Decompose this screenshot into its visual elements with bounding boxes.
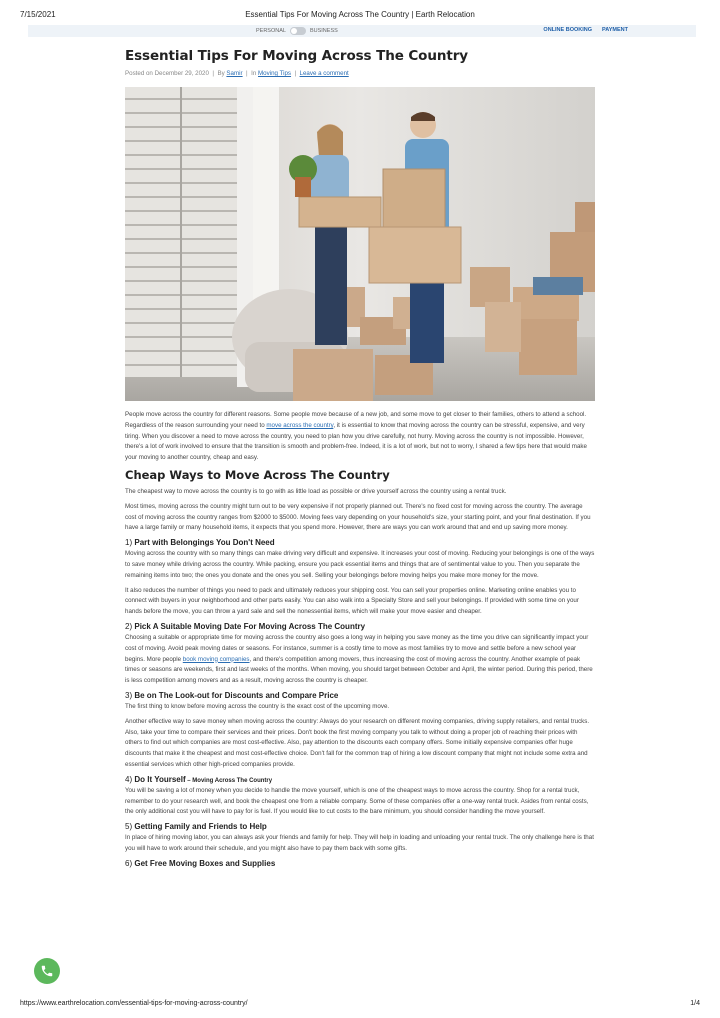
toggle-label-personal: PERSONAL: [256, 28, 286, 34]
tip-1-heading: 1) Part with Belongings You Don't Need: [125, 538, 275, 548]
book-moving-companies-link[interactable]: book moving companies: [182, 655, 250, 663]
section-heading: Cheap Ways to Move Across The Country: [125, 467, 390, 482]
meta-separator: |: [212, 70, 214, 77]
tip-5-heading: 5) Getting Family and Friends to Help: [125, 822, 267, 832]
section-paragraph-1: The cheapest way to move across the country is to go with as little load as possible or drive yourself across the country using a rental truck.: [125, 487, 507, 495]
nav-payment[interactable]: PAYMENT: [602, 27, 628, 33]
tip-4-paragraph: You will be saving a lot of money when you decide to handle the move yourself, which is one of the cheapest ways to move across the country. Shop for a rental truck, remember to do your research well, and book the cheapest one from a reliable company. Some of these companies offer a one-way rental truck. Asides from rental costs, the only additional cost you will have to pay for is fuel. If you would like to cut costs to the bare minimum, you should consider handling the move yourself.: [125, 786, 589, 816]
print-page-number: 1/4: [690, 1000, 700, 1007]
category-link[interactable]: Moving Tips: [258, 70, 292, 77]
meta-in-label: In: [251, 70, 257, 77]
tip-3-paragraph-2: Another effective way to save money when moving across the country: Always do your research on different moving companies, driving supply retailers, and rental trucks. Also, take your time to compare their services and their prices. Don't book the first moving company you talk to without doing a proper job of reaching their prices with others to find out which companies are most cost-effective. Also, pay attention to the discounts each company offers. Some initially expensive companies offer huge discounts that make it the cheapest and most cost-effective choice. Don't fall for the common trap of hiring a low discount company that might not include some extra and essential services which other high-priced companies provide.: [125, 717, 590, 768]
nav-online-booking[interactable]: ONLINE BOOKING: [543, 27, 593, 33]
tip-4-heading: 4) Do It Yourself – Moving Across The Country: [125, 774, 273, 784]
tip-1-paragraph-2: It also reduces the number of things you need to pack and ultimately reduces your shipping cost. You can sell your properties online. Marketing online enables you to connect with buyers in your neighborhood and other parts easily. You can also walk into a Specialty Store and sell your belongings. If provided with some time on your hands before the move, you can throw a yard sale and sell the nonessential items, which will make your move easier and cheaper.: [125, 586, 579, 616]
tip-2-heading: 2) Pick A Suitable Moving Date For Moving Across The Country: [125, 621, 366, 631]
tip-3-paragraph-1: The first thing to know before moving across the country is the exact cost of the upcoming move.: [125, 702, 390, 710]
tip-3-heading: 3) Be on The Look-out for Discounts and Compare Price: [125, 690, 339, 700]
move-across-country-link[interactable]: move across the country: [266, 421, 334, 429]
tip-2-paragraph: Choosing a suitable or appropriate time for moving across the country also goes a long way in helping you save money as the time you drive can significantly impact your cost of moving. Avoid peak moving dates or seasons. For instance, summer is a costly time to move as most families try to move and settle before a new school year begins. More people book moving companies, and there's competition among movers, thus increasing the cost of moving across the country. Another example of peak times or seasons are weekends, first and last weeks of the months. When moving, you should target between October and April, the winter period. During this period, there is less competition among movers and as a result, moving across the country is cheaper.: [125, 633, 593, 685]
tip-6-heading: 6) Get Free Moving Boxes and Supplies: [125, 858, 276, 868]
top-bar: [28, 25, 696, 37]
meta-separator: |: [294, 70, 297, 77]
print-url: https://www.earthrelocation.com/essential-tips-for-moving-across-country/: [20, 1000, 248, 1007]
print-page-title: Essential Tips For Moving Across The Country | Earth Relocation: [245, 10, 475, 19]
author-link[interactable]: Samir: [226, 70, 243, 77]
intro-paragraph: People move across the country for different reasons. Some people move because of a new job, and some move to get closer to their families, others to attend a school. Regardless of the reason surrounding your need to move across the country, it is essential to know that moving across the country can be stressful, expensive, and very tiring. When you discover a need to move across the country, you need to plan how you drive carefully, not hurry. Moving across the country is not impossible. However, there's a lot of work involved to ensure that the transition is smooth and problem-free. Indeed, it is a lot of work, but not to worry, I shared a few tips here that would make your moving to another country, cheap and easy.: [125, 411, 587, 462]
article: [125, 48, 595, 870]
account-type-toggle[interactable]: [256, 26, 338, 36]
phone-icon: [40, 964, 54, 978]
tip-1-paragraph-1: Moving across the country with so many things can make driving very difficult and expensive. It increases your cost of moving. Reducing your belongings is one of the ways to save money while driving across the country. While packing, ensure you pack essential items and things that are of sentimental value to you. Then you separate the remaining items into two; the ones you donate and the ones you sell. Selling your belongings before moving helps you make more money for the move.: [125, 550, 595, 579]
post-date: Posted on December 29, 2020: [125, 70, 209, 77]
toggle-label-business: BUSINESS: [309, 28, 338, 34]
meta-by-label: By: [217, 70, 225, 77]
post-title: Essential Tips For Moving Across The Country: [125, 48, 468, 64]
print-date: 7/15/2021: [20, 10, 56, 19]
section-paragraph-2: Most times, moving across the country might turn out to be very expensive if not properly planned out. There's no fixed cost for moving across the country. The average cost of moving across the country ranges from $2000 to $5000. Moving fees vary depending on your household's size, your starting point, and your final destination. If you have a large family or many household items, it expects that you spend more. However, there are ways you can work around that and end up saving more money.: [125, 502, 591, 532]
meta-separator: |: [246, 70, 248, 77]
hero-illustration: [125, 87, 595, 401]
call-button[interactable]: [34, 958, 60, 984]
tip-5-paragraph: In place of hiring moving labor, you can always ask your friends and family for help. They will help in loading and unloading your rental truck. The only challenge here is that you will have to work around their schedule, and you might also have to pay them back with some gifts.: [125, 834, 594, 852]
hero-image-moving-couple: [125, 87, 595, 401]
top-nav: [543, 27, 628, 33]
print-header: [20, 10, 700, 22]
toggle-switch-icon[interactable]: [290, 27, 306, 35]
open-box: [293, 349, 373, 401]
leave-comment-link[interactable]: Leave a comment: [299, 70, 349, 77]
post-meta: [125, 70, 595, 77]
print-footer: [20, 1000, 700, 1010]
